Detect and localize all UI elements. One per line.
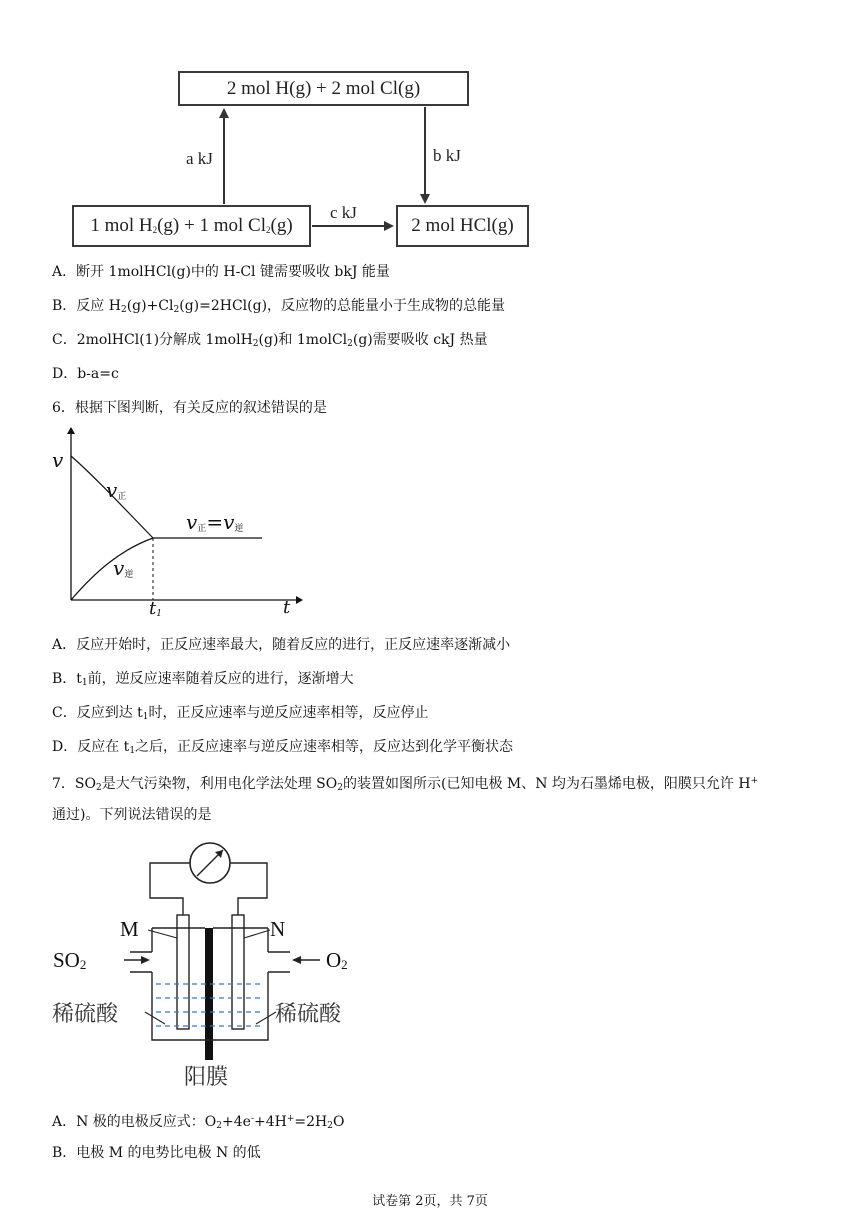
q7-stem-line2: 通过)。下列说法错误的是 (52, 807, 212, 823)
energy-arrows (0, 0, 860, 260)
q7-stem-line1: 7．$SO_2$是大气污染物，利用电化学法处理 $SO_2$的装置如图所示(已知电极 M、N 均为石墨烯电极，阳膜只允许 H+ (52, 776, 759, 793)
device-svg (40, 830, 370, 1090)
acid-right-label: 稀硫酸 (275, 1002, 342, 1027)
t1-label: $t_1$ (149, 598, 162, 619)
reverse-rate-curve (71, 538, 153, 600)
q5-option-b: B．反应 $H_2(g)+Cl_2(g)=2HCl(g)$，反应物的总能量小于生成物的总能量 (52, 298, 506, 315)
top-box-text: 2 mol H(g) + 2 mol Cl(g) (226, 77, 421, 99)
q7-option-b: B．电极 M 的电势比电极 N 的低 (52, 1145, 261, 1161)
q5-option-c: C．2molHCl(1)分解成 1molH$_2$(g)和 1molCl$_2$(g)需要吸收 ckJ 热量 (52, 332, 488, 349)
q6-option-a: A．反应开始时，正反应速率最大，随着反应的进行，正反应速率逐渐减小 (52, 637, 511, 653)
q7-option-a: A．N 极的电极反应式：$O_2+4e^-+4H^+=2H_2O$ (52, 1114, 345, 1131)
q6-option-b: B．$t_1$前，逆反应速率随着反应的进行，逐渐增大 (52, 671, 354, 688)
label-b: b kJ (433, 146, 461, 165)
reactants-text: 1 mol $H_2(g) + 1$ mol $Cl_2(g)$ (90, 215, 293, 236)
reverse-rate-label: $v_逆$ (113, 556, 134, 580)
page-footer: 试卷第 2页，共 7页 (372, 1194, 488, 1209)
label-c: c kJ (330, 203, 357, 222)
wire-right (230, 863, 267, 915)
y-axis-label: v (52, 448, 64, 472)
equilibrium-label: $v_正=v_逆$ (186, 510, 244, 534)
q6-stem: 6．根据下图判断，有关反应的叙述错误的是 (52, 400, 327, 416)
o2-inlet-label: $O_2$ (326, 948, 348, 972)
q6-option-c: C．反应到达 $t_1$时，正反应速率与逆反应速率相等，反应停止 (52, 705, 429, 722)
label-a: a kJ (186, 149, 213, 168)
product-text: 2 mol HCl(g) (411, 215, 514, 236)
rate-graph-svg (40, 422, 310, 622)
acid-left-label: 稀硫酸 (52, 1002, 119, 1027)
q5-option-a: A．断开 1molHCl(g)中的 H-Cl 键需要吸收 bkJ 能量 (52, 264, 390, 280)
electrode-n-label: N (270, 917, 286, 941)
q6-option-d: D．反应在 $t_1$之后，正反应速率与逆反应速率相等，反应达到化学平衡状态 (52, 739, 514, 756)
wire-left (150, 863, 190, 915)
electrode-m-label: M (120, 917, 139, 941)
q5-option-d: D．b-a=c (52, 366, 119, 382)
forward-rate-label: $v_正$ (106, 478, 127, 502)
so2-inlet-label: $SO_2$ (53, 948, 87, 972)
membrane-label: 阳膜 (184, 1065, 229, 1090)
x-axis-label: t (283, 597, 291, 618)
